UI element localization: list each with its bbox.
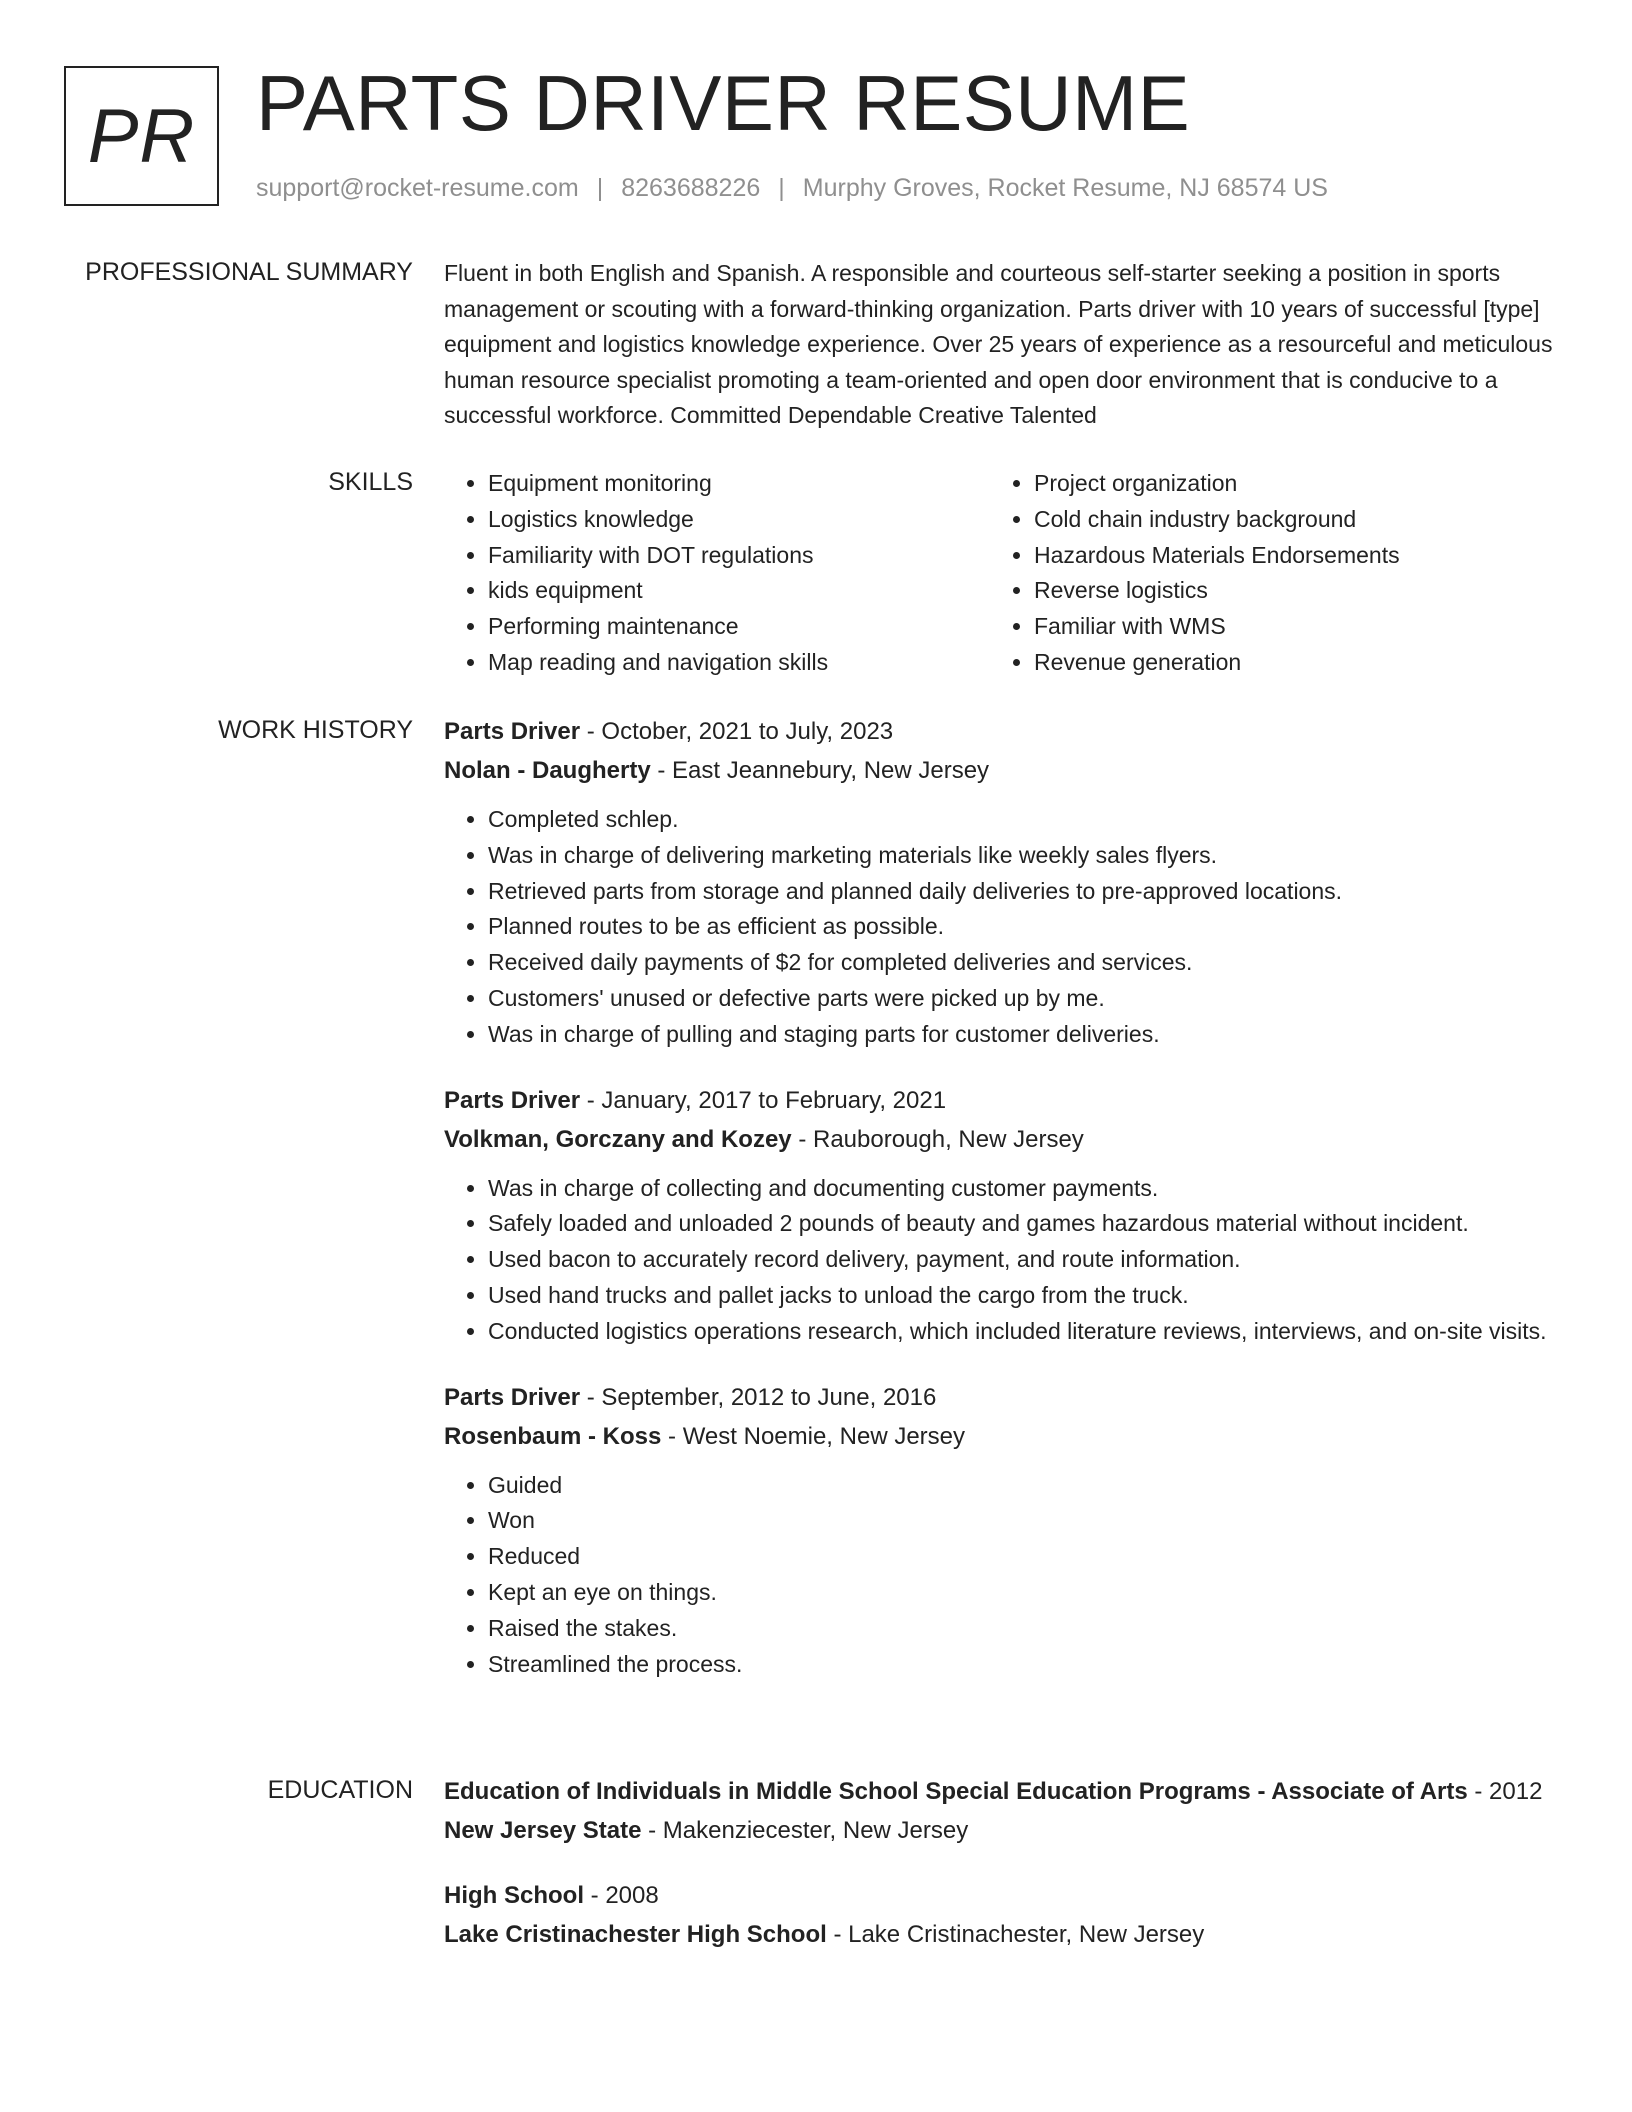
skill-item: • Hazardous Materials Endorsements (1034, 538, 1536, 574)
job-entry (444, 712, 1564, 1053)
job-title: Parts Driver (444, 718, 581, 745)
job-company: Rosenbaum - Koss (444, 1422, 662, 1450)
job-location: - Rauborough, New Jersey (791, 1125, 1084, 1153)
contact-separator: | (596, 174, 604, 202)
job-bullet: • Customers' unused or defective parts were picked up by me. (488, 981, 1564, 1017)
job-bullet: • Planned routes to be as efficient as possible. (488, 909, 1564, 945)
contact-phone: 8263688226 (621, 174, 761, 202)
education-degree-line (444, 1772, 1564, 1811)
job-bullets (444, 802, 1564, 1053)
job-title: Parts Driver (444, 1383, 581, 1411)
education-school-line (444, 1811, 1564, 1850)
contact-email: support@rocket-resume.com (256, 174, 579, 202)
job-entry (444, 1378, 1564, 1683)
skill-item: • Reverse logistics (1034, 573, 1536, 609)
job-bullet: • Streamlined the process. (488, 1647, 1564, 1683)
job-bullets (444, 1468, 1564, 1683)
skills-list (444, 466, 1564, 681)
education-entry (444, 1772, 1564, 1850)
job-bullet: • Received daily payments of $2 for completed deliveries and services. (488, 945, 1564, 981)
skill-item: • Equipment monitoring (488, 466, 990, 502)
job-dates: - January, 2017 to February, 2021 (580, 1086, 947, 1114)
skill-item: • Map reading and navigation skills (488, 645, 990, 681)
job-bullet: • Guided (488, 1468, 1564, 1504)
job-bullet: • Safely loaded and unloaded 2 pounds of beauty and games hazardous material without incident. (488, 1206, 1564, 1242)
section-label-skills: SKILLS (328, 468, 413, 496)
job-title: Parts Driver (444, 1086, 581, 1114)
education-school: New Jersey State (444, 1817, 642, 1844)
job-company: Volkman, Gorczany and Kozey (444, 1125, 792, 1153)
job-company-line (444, 1120, 1564, 1159)
job-bullet: • Was in charge of collecting and documenting customer payments. (488, 1171, 1564, 1207)
job-bullet: • Was in charge of pulling and staging parts for customer deliveries. (488, 1017, 1564, 1053)
job-bullet: • Won (488, 1503, 1564, 1539)
education-location: - Lake Cristinachester, New Jersey (826, 1921, 1205, 1948)
job-title-line (444, 1081, 1564, 1120)
job-bullet: • Was in charge of delivering marketing materials like weekly sales flyers. (488, 838, 1564, 874)
education-degree-line (444, 1876, 1564, 1915)
skill-item: • kids equipment (488, 573, 990, 609)
section-label-education: EDUCATION (267, 1776, 413, 1804)
job-bullet: • Used bacon to accurately record delivery, payment, and route information. (488, 1242, 1564, 1278)
skill-item: • Logistics knowledge (488, 502, 990, 538)
summary-text: Fluent in both English and Spanish. A responsible and courteous self-starter seeking a position in sports management or scouting with a forward-thinking organization. Parts driver with 10 years of successful [type] equipment and logistics knowledge experience. Over 25 years of experience as a resourceful and meticulous human resource specialist promoting a team-oriented and open door environment that is conducive to a successful workforce. Committed Dependable Creative Talented (444, 260, 1553, 428)
education-degree: Education of Individuals in Middle School Special Education Programs - Associate of Arts (444, 1778, 1468, 1805)
summary-content (444, 256, 1564, 434)
job-company: Nolan - Daugherty (444, 757, 651, 784)
skill-item: • Familiar with WMS (1034, 609, 1536, 645)
work-history-content (444, 712, 1564, 1710)
contact-address: Murphy Groves, Rocket Resume, NJ 68574 US (802, 174, 1328, 202)
job-entry (444, 1081, 1564, 1350)
job-bullet: • Reduced (488, 1539, 1564, 1575)
section-label-work-history: WORK HISTORY (218, 716, 413, 744)
job-title-line (444, 1378, 1564, 1417)
job-company-line (444, 751, 1564, 790)
job-bullet: • Conducted logistics operations research, which included literature reviews, interviews, and on-site visits. (488, 1314, 1564, 1350)
skill-item: • Cold chain industry background (1034, 502, 1536, 538)
job-location: - East Jeannebury, New Jersey (650, 757, 990, 784)
job-bullet: • Retrieved parts from storage and planned daily deliveries to pre-approved locations. (488, 874, 1564, 910)
job-bullet: • Used hand trucks and pallet jacks to unload the cargo from the truck. (488, 1278, 1564, 1314)
skill-item: • Performing maintenance (488, 609, 990, 645)
job-bullet: • Raised the stakes. (488, 1611, 1564, 1647)
monogram-logo: PR (64, 66, 219, 206)
job-title-line (444, 712, 1564, 751)
skill-item: • Project organization (1034, 466, 1536, 502)
job-location: - West Noemie, New Jersey (661, 1422, 966, 1450)
skill-item: • Familiarity with DOT regulations (488, 538, 990, 574)
job-dates: - October, 2021 to July, 2023 (580, 718, 894, 745)
education-degree: High School (444, 1882, 584, 1909)
job-company-line (444, 1417, 1564, 1456)
skills-column-right (990, 466, 1536, 681)
education-year: - 2008 (584, 1882, 659, 1909)
page-title: PARTS DRIVER RESUME (256, 59, 1191, 147)
contact-line (256, 174, 1328, 203)
skill-item: • Revenue generation (1034, 645, 1536, 681)
section-label-summary: PROFESSIONAL SUMMARY (85, 258, 413, 286)
education-content (444, 1772, 1564, 1980)
job-bullet: • Kept an eye on things. (488, 1575, 1564, 1611)
education-school-line (444, 1915, 1564, 1954)
contact-separator: | (778, 174, 785, 202)
skills-column-left (444, 466, 990, 681)
education-entry (444, 1876, 1564, 1954)
education-school: Lake Cristinachester High School (444, 1921, 827, 1948)
job-dates: - September, 2012 to June, 2016 (580, 1383, 937, 1411)
education-location: - Makenziecester, New Jersey (641, 1817, 969, 1844)
education-year: - 2012 (1467, 1778, 1543, 1805)
job-bullet: • Completed schlep. (488, 802, 1564, 838)
job-bullets (444, 1171, 1564, 1350)
